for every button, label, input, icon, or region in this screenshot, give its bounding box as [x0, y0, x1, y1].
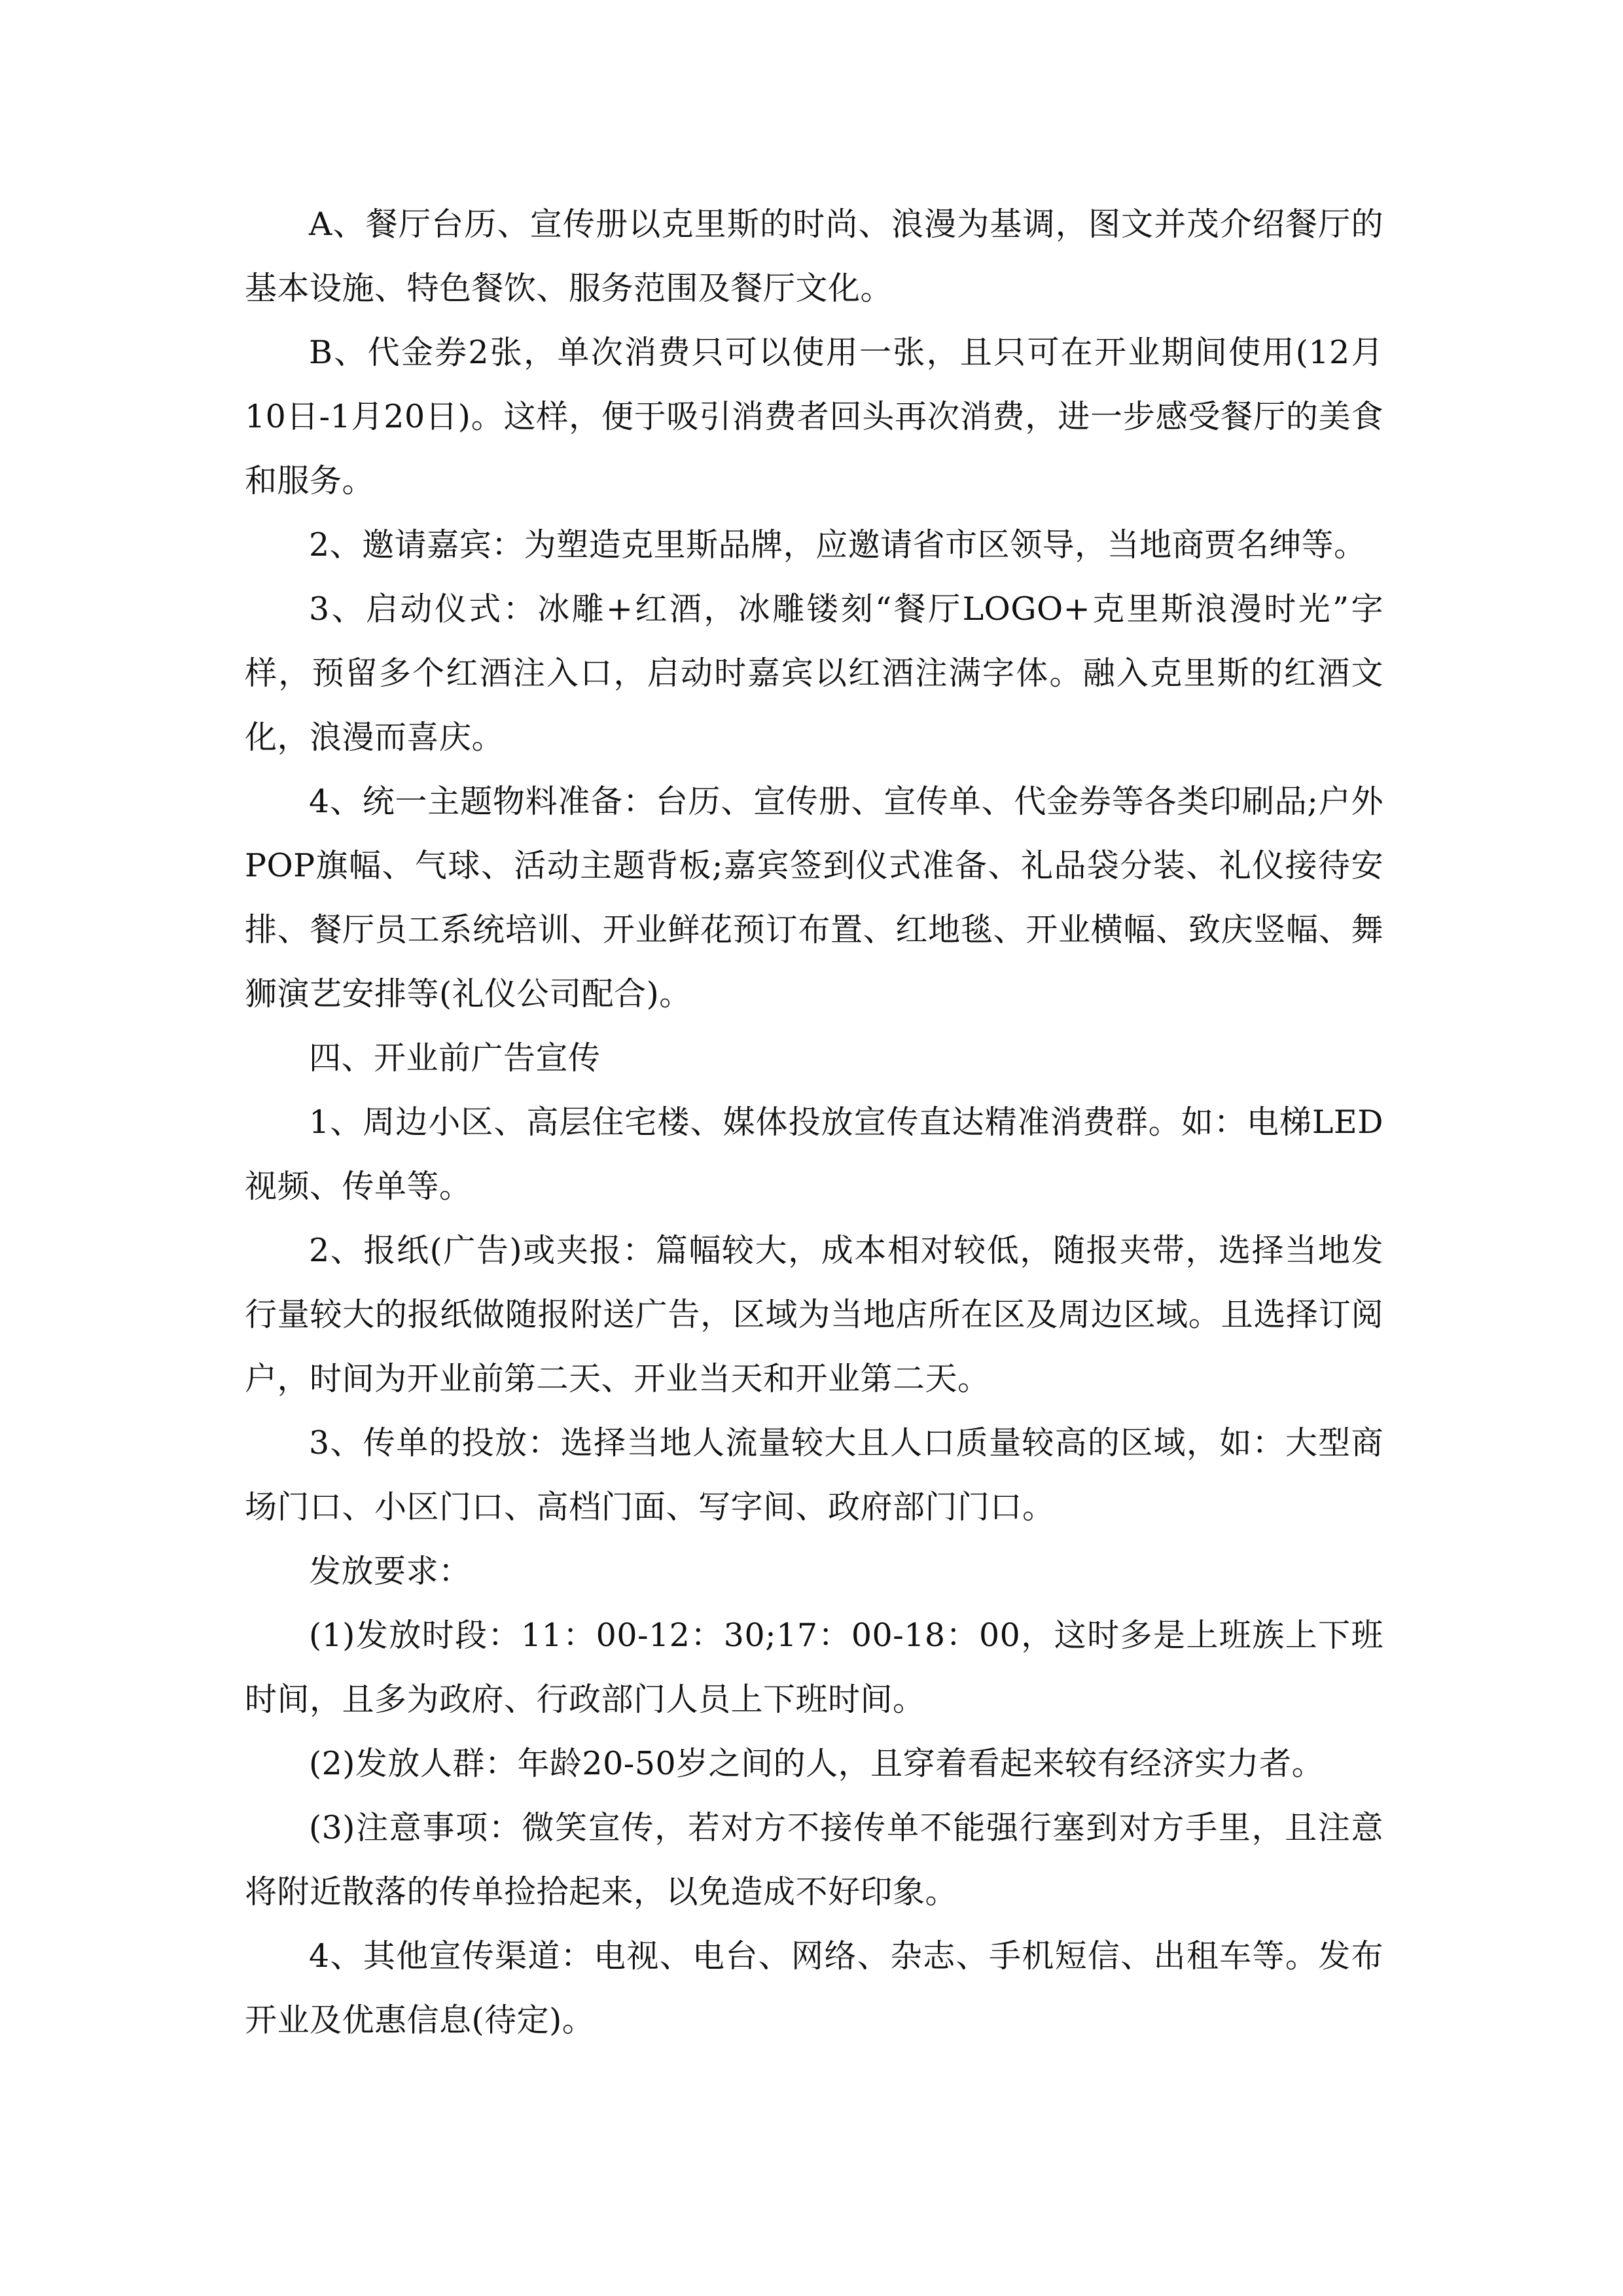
paragraph-distribution-requirements: 发放要求：	[309, 1552, 471, 1590]
paragraph-distribution-audience: (2)发放人群：年龄20-50岁之间的人，且穿着看起来较有经济实力者。	[309, 1745, 1325, 1782]
section-heading-pre-opening-ads: 四、开业前广告宣传	[309, 1039, 601, 1077]
paragraph-launch-ceremony: 3、启动仪式：冰雕+红酒，冰雕镂刻“餐厅LOGO+克里斯浪漫时光”字样，预留多个红酒注入口，启动时嘉宾以红酒注满字体。融入克里斯的红酒文化，浪漫而喜庆。	[245, 590, 1383, 756]
paragraph-other-channels: 4、其他宣传渠道：电视、电台、网络、杂志、手机短信、出租车等。发布开业及优惠信息(待定)。	[245, 1937, 1383, 2039]
paragraph-notes: (3)注意事项：微笑宣传，若对方不接传单不能强行塞到对方手里，且注意将附近散落的传单捡拾起来，以免造成不好印象。	[245, 1809, 1383, 1910]
paragraph-flyers: 3、传单的投放：选择当地人流量较大且人口质量较高的区域，如：大型商场门口、小区门口、高档门面、写字间、政府部门门口。	[245, 1424, 1383, 1526]
paragraph-newspaper: 2、报纸(广告)或夹报：篇幅较大，成本相对较低，随报夹带，选择当地发行量较大的报纸做随报附送广告，区域为当地店所在区及周边区域。且选择订阅户，时间为开业前第二天、开业当天和开业第二天。	[245, 1232, 1383, 1397]
paragraph-calendar-brochure: A、餐厅台历、宣传册以克里斯的时尚、浪漫为基调，图文并茂介绍餐厅的基本设施、特色餐饮、服务范围及餐厅文化。	[245, 206, 1383, 307]
paragraph-materials: 4、统一主题物料准备：台历、宣传册、宣传单、代金券等各类印刷品;户外POP旗幅、气球、活动主题背板;嘉宾签到仪式准备、礼品袋分装、礼仪接待安排、餐厅员工系统培训、开业鲜花预订布置、红地毯、开业横幅、致庆竖幅、舞狮演艺安排等(礼仪公司配合)。	[245, 783, 1383, 1013]
paragraph-community-media: 1、周边小区、高层住宅楼、媒体投放宣传直达精准消费群。如：电梯LED视频、传单等。	[245, 1103, 1383, 1205]
document-body	[245, 192, 1383, 2053]
paragraph-invite-guests: 2、邀请嘉宾：为塑造克里斯品牌，应邀请省市区领导，当地商贾名绅等。	[309, 526, 1366, 564]
paragraph-distribution-time: (1)发放时段：11：00-12：30;17：00-18：00，这时多是上班族上下班时间，且多为政府、行政部门人员上下班时间。	[245, 1617, 1383, 1718]
paragraph-voucher: B、代金券2张，单次消费只可以使用一张，且只可在开业期间使用(12月10日-1月20日)。这样，便于吸引消费者回头再次消费，进一步感受餐厅的美食和服务。	[245, 334, 1383, 499]
